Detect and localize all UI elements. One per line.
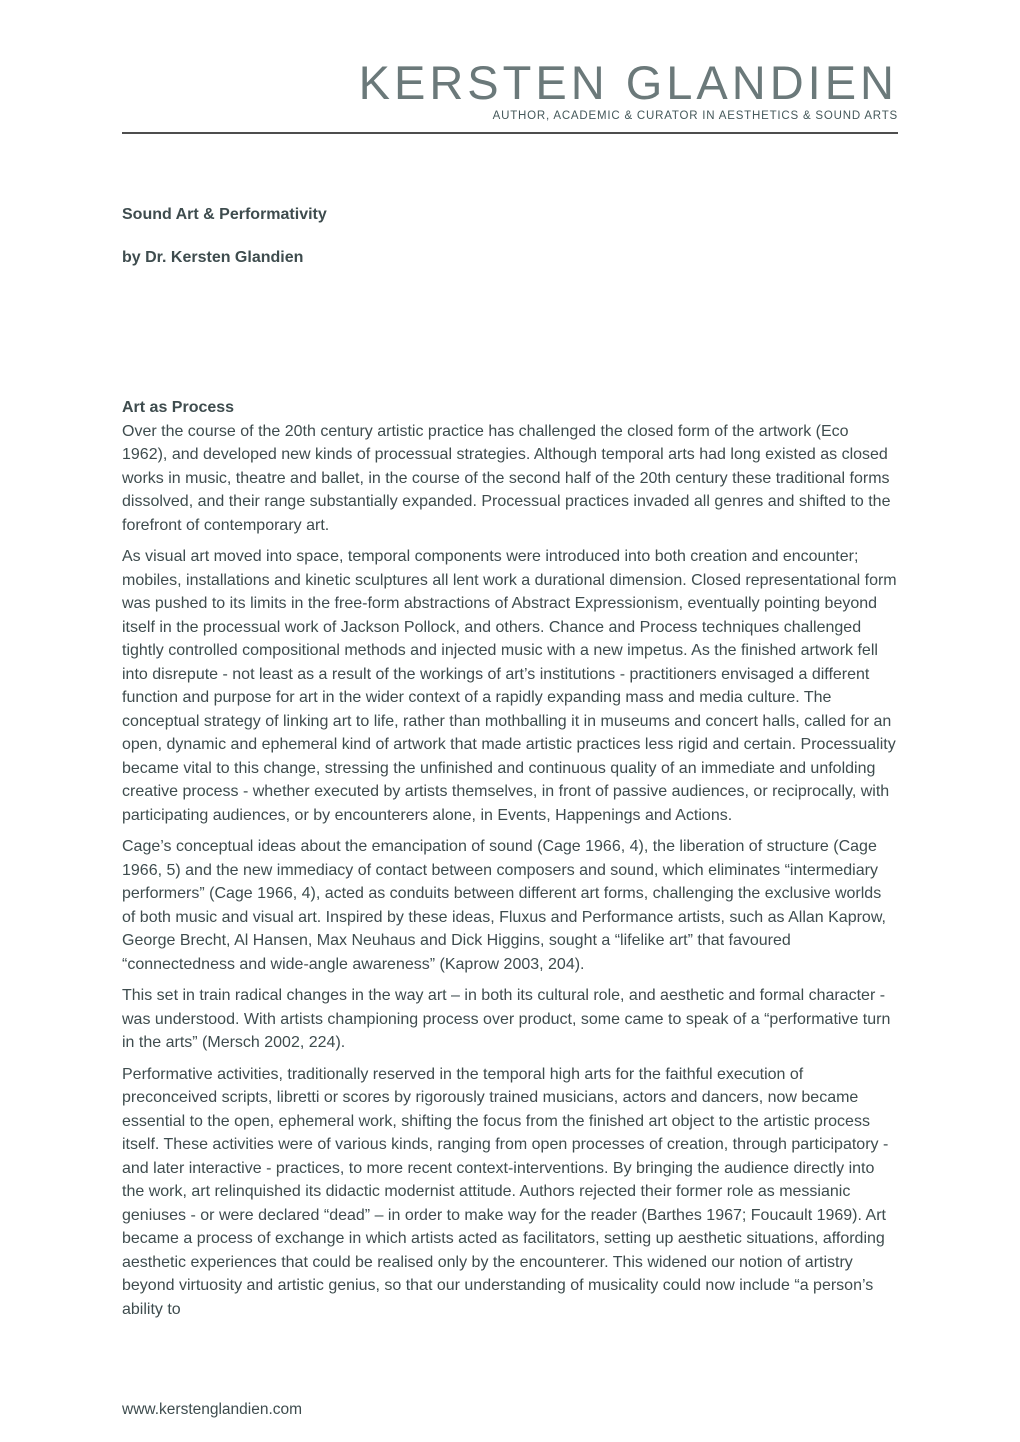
pre-body-spacer <box>122 269 898 396</box>
article-byline: by Dr. Kersten Glandien <box>122 248 304 266</box>
site-header <box>0 0 1020 134</box>
article-title: Sound Art & Performativity <box>122 206 327 224</box>
site-title: KERSTEN GLANDIEN <box>358 56 898 109</box>
article-paragraph-1: Over the course of the 20th century artistic practice has challenged the closed form of the artwork (Eco 1962), and developed new kinds of processual strategies. Although temporal arts had long existed as closed works in music, theatre and ballet, in the course of the second half of the 20th century these traditional forms dissolved, and their range substantially expanded. Processual practices invaded all genres and shifted to the forefront of contemporary art. <box>122 422 891 534</box>
article-paragraph-5: Performative activities, traditionally reserved in the temporal high arts for the faithful execution of preconceived scripts, libretti or scores by rigorously trained musicians, actors and dancers, now became essential to the open, ephemeral work, shifting the focus from the finished art object to the artistic process itself. These activities were of various kinds, ranging from open processes of creation, through participatory - and later interactive - practices, to more recent context-interventions. By bringing the audience directly into the work, art relinquished its didactic modernist attitude. Authors rejected their former role as messianic geniuses - or were declared “dead” – in order to make way for the reader (Barthes 1967; Foucault 1969). Art became a process of exchange in which artists acted as facilitators, setting up aesthetic situations, affording aesthetic experiences that could be realised only by the encounterer. This widened our notion of artistry beyond virtuosity and artistic genius, so that our understanding of musicality could now include “a person’s ability to <box>122 1065 889 1318</box>
site-subtitle: AUTHOR, ACADEMIC & CURATOR IN AESTHETICS & SOUND ARTS <box>492 110 898 123</box>
article-paragraph-3: Cage’s conceptual ideas about the emancipation of sound (Cage 1966, 4), the liberation of structure (Cage 1966, 5) and the new immediacy of contact between composers and sound, which eliminates “intermediary performers” (Cage 1966, 4), acted as conduits between different art forms, challenging the exclusive worlds of both music and visual art. Inspired by these ideas, Fluxus and Performance artists, such as Allan Kaprow, George Brecht, Al Hansen, Max Neuhaus and Dick Higgins, sought a “lifelike art” that favoured “connectedness and wide-angle awareness” (Kaprow 2003, 204). <box>122 838 886 973</box>
section-heading: Art as Process <box>122 399 235 417</box>
footer-url: www.kerstenglandien.com <box>122 1401 303 1418</box>
article-paragraph-4: This set in train radical changes in the way art – in both its cultural role, and aesthetic and formal character - was understood. With artists championing process over product, some came to speak of a “performative turn in the arts” (Mersch 2002, 224). <box>122 987 891 1052</box>
article <box>0 134 1020 1321</box>
article-paragraph-2: As visual art moved into space, temporal components were introduced into both creation and encounter; mobiles, installations and kinetic sculptures all lent work a durational dimension. Closed representational form was pushed to its limits in the free-form abstractions of Abstract Expressionism, eventually pointing beyond itself in the processual work of Jackson Pollock, and others. Chance and Process techniques challenged tightly controlled compositional methods and injected music with a new impetus. As the finished artwork fell into disrepute - not least as a result of the workings of art’s institutions - practitioners envisaged a different function and purpose for art in the wider context of a rapidly expanding mass and media culture. The conceptual strategy of linking art to life, rather than mothballing it in museums and concert halls, called for an open, dynamic and ephemeral kind of artwork that made artistic practices less rigid and certain. Processuality became vital to this change, stressing the unfinished and continuous quality of an immediate and unfolding creative process - whether executed by artists themselves, in front of passive audiences, or reciprocally, with participating audiences, or by encounterers alone, in Events, Happenings and Actions. <box>122 548 897 824</box>
page-footer <box>122 1400 302 1420</box>
